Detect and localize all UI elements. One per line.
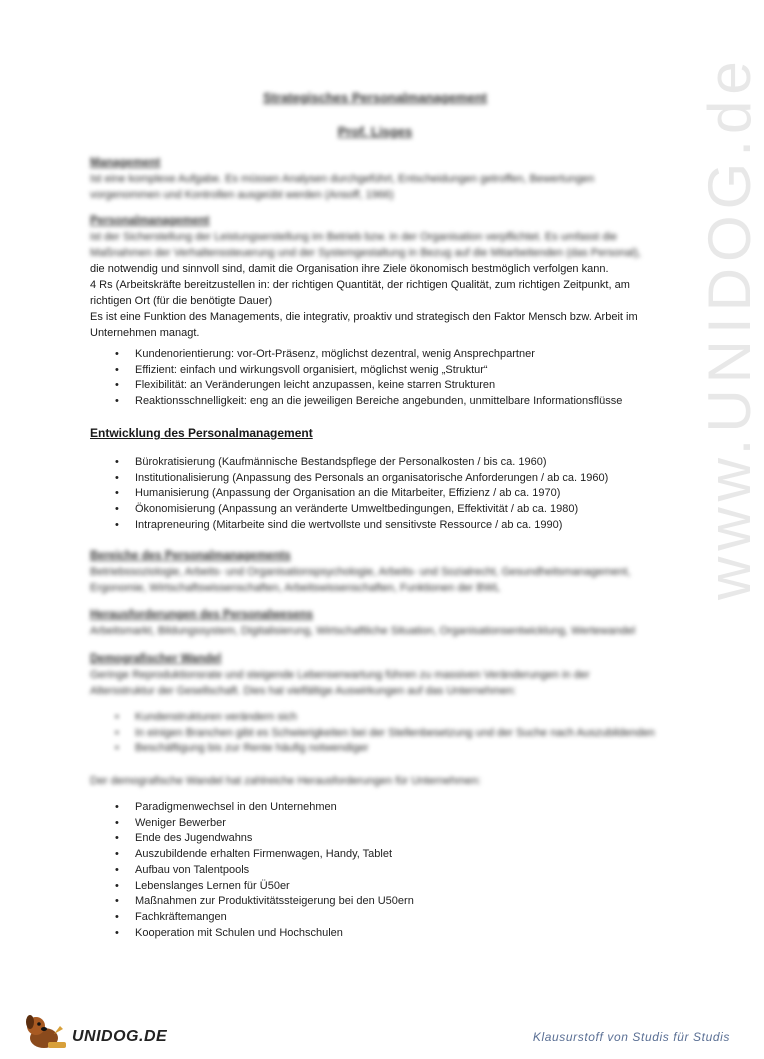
list-item: • Weniger Bewerber (90, 816, 665, 832)
dog-icon (22, 1012, 70, 1052)
list-item: • Paradigmenwechsel in den Unternehmen (90, 800, 665, 816)
personalmanagement-bullet-list (90, 347, 665, 410)
demografie-bullet-list (90, 710, 665, 757)
personalmanagement-line: Unternehmen managt. (90, 327, 200, 339)
list-item: • Beschäftigung bis zur Rente häufig notwendiger (90, 741, 665, 757)
footer-tagline: Klausurstoff von Studis für Studis (532, 1030, 730, 1044)
final-bullet-list (90, 800, 665, 941)
personalmanagement-line: die notwendig und sinnvoll sind, damit die Organisation ihre Ziele ökonomisch bestmöglich verfolgen kann. (90, 263, 609, 275)
list-item: • Ende des Jugendwahns (90, 831, 665, 847)
entwicklung-heading: Entwicklung des Personalmanagement (90, 426, 313, 440)
list-item: • Maßnahmen zur Produktivitätssteigerung bei den U50ern (90, 894, 665, 910)
entwicklung-bullet-list (90, 455, 665, 534)
doc-title: Strategisches Personalmanagement (263, 90, 487, 105)
logo-text: UNIDOG.DE (72, 1028, 168, 1045)
list-item: • Institutionalisierung (Anpassung des Personals an organisatorische Anforderungen / ab ca. 1960) (90, 471, 665, 487)
bereiche-line: Ergonomie, Wirtschaftswissenschaften, Arbeitswissenschaften, Funktionen der BWL (90, 582, 501, 594)
demografie-line: Geringe Reproduktionsrate und steigende Lebenserwartung führen zu massiven Veränderungen in der (90, 669, 590, 681)
list-item: • Ökonomisierung (Anpassung an veränderte Umweltbedingungen, Effektivität / ab ca. 1980) (90, 502, 665, 518)
list-item: • Auszubildende erhalten Firmenwagen, Handy, Tablet (90, 847, 665, 863)
demografie-heading: Demografischer Wandel (90, 653, 222, 665)
demografie-after: Der demografische Wandel hat zahlreiche Herausforderungen für Unternehmen: (90, 775, 481, 787)
bereiche-line: Betriebssoziologie, Arbeits- und Organisationspsychologie, Arbeits- und Sozialrecht, Gesundheitsmanagement, (90, 566, 631, 578)
section-personalmanagement (90, 213, 665, 341)
list-item: • Reaktionsschnelligkeit: eng an die jeweiligen Bereiche angebunden, unmittelbare Informationsflüsse (90, 394, 665, 410)
personalmanagement-line: Es ist eine Funktion des Managements, die integrativ, proaktiv und strategisch den Faktor Mensch bzw. Arbeit im (90, 311, 638, 323)
bereiche-heading: Bereiche des Personalmanagements (90, 550, 291, 562)
management-heading: Management (90, 157, 161, 169)
list-item: • Humanisierung (Anpassung der Organisation an die Mitarbeiter, Effizienz / ab ca. 1970) (90, 486, 665, 502)
management-line: Ist eine komplexe Aufgabe. Es müssen Analysen durchgeführt, Entscheidungen getroffen, Bewertungen (90, 173, 595, 185)
list-item: • Effizient: einfach und wirkungsvoll organisiert, möglichst wenig „Struktur“ (90, 363, 665, 379)
section-herausforderungen (90, 607, 665, 639)
personalmanagement-heading: Personalmanagement (90, 215, 210, 227)
management-line: vorgenommen und Kontrollen ausgeübt werden (Ansoff, 1966) (90, 189, 394, 201)
personalmanagement-line: Maßnahmen der Verhaltenssteuerung und der Systemgestaltung in Bezug auf die Mitarbeitenden (das Personal), (90, 247, 641, 259)
unidog-logo[interactable] (22, 1012, 168, 1052)
list-item: • Flexibilität: an Veränderungen leicht anzupassen, keine starren Strukturen (90, 378, 665, 394)
list-item: • Aufbau von Talentpools (90, 863, 665, 879)
section-demografie (90, 651, 665, 699)
list-item: • Fachkräftemangen (90, 910, 665, 926)
section-entwicklung (90, 425, 665, 441)
watermark: www.UNIDOG.de (696, 55, 763, 600)
list-item: • Lebenslanges Lernen für Ü50er (90, 879, 665, 895)
list-item: • Kundenstrukturen verändern sich (90, 710, 665, 726)
demografie-line: Altersstruktur der Gesellschaft. Dies hat vielfältige Auswirkungen auf das Unternehmen: (90, 685, 517, 697)
personalmanagement-line: 4 Rs (Arbeitskräfte bereitzustellen in: der richtigen Quantität, der richtigen Qualität, zum richtigen Zeitpunkt, am (90, 279, 630, 291)
personalmanagement-line: richtigen Ort (für die benötigte Dauer) (90, 295, 273, 307)
section-management (90, 155, 665, 203)
herausforderungen-heading: Herausforderungen des Personalwesens (90, 609, 314, 621)
list-item: • Kundenorientierung: vor-Ort-Präsenz, möglichst dezentral, wenig Ansprechpartner (90, 347, 665, 363)
section-bereiche (90, 548, 665, 596)
list-item: • Bürokratisierung (Kaufmännische Bestandspflege der Personalkosten / bis ca. 1960) (90, 455, 665, 471)
herausforderungen-line: Arbeitsmarkt, Bildungssystem, Digitalisierung, Wirtschaftliche Situation, Organisationsentwicklung, Wertewandel (90, 625, 636, 637)
doc-subtitle: Prof. Lisges (337, 124, 413, 139)
list-item: • Intrapreneuring (Mitarbeite sind die wertvollste und sensitivste Ressource / ab ca. 1990) (90, 518, 665, 534)
list-item: • In einigen Branchen gibt es Schwierigkeiten bei der Stellenbesetzung und der Suche nach Auszubildenden (90, 726, 665, 742)
list-item: • Kooperation mit Schulen und Hochschulen (90, 926, 665, 942)
personalmanagement-line: ist der Sicherstellung der Leistungserstellung im Betrieb bzw. in der Organisation verpflichtet. Es umfasst die (90, 231, 618, 243)
